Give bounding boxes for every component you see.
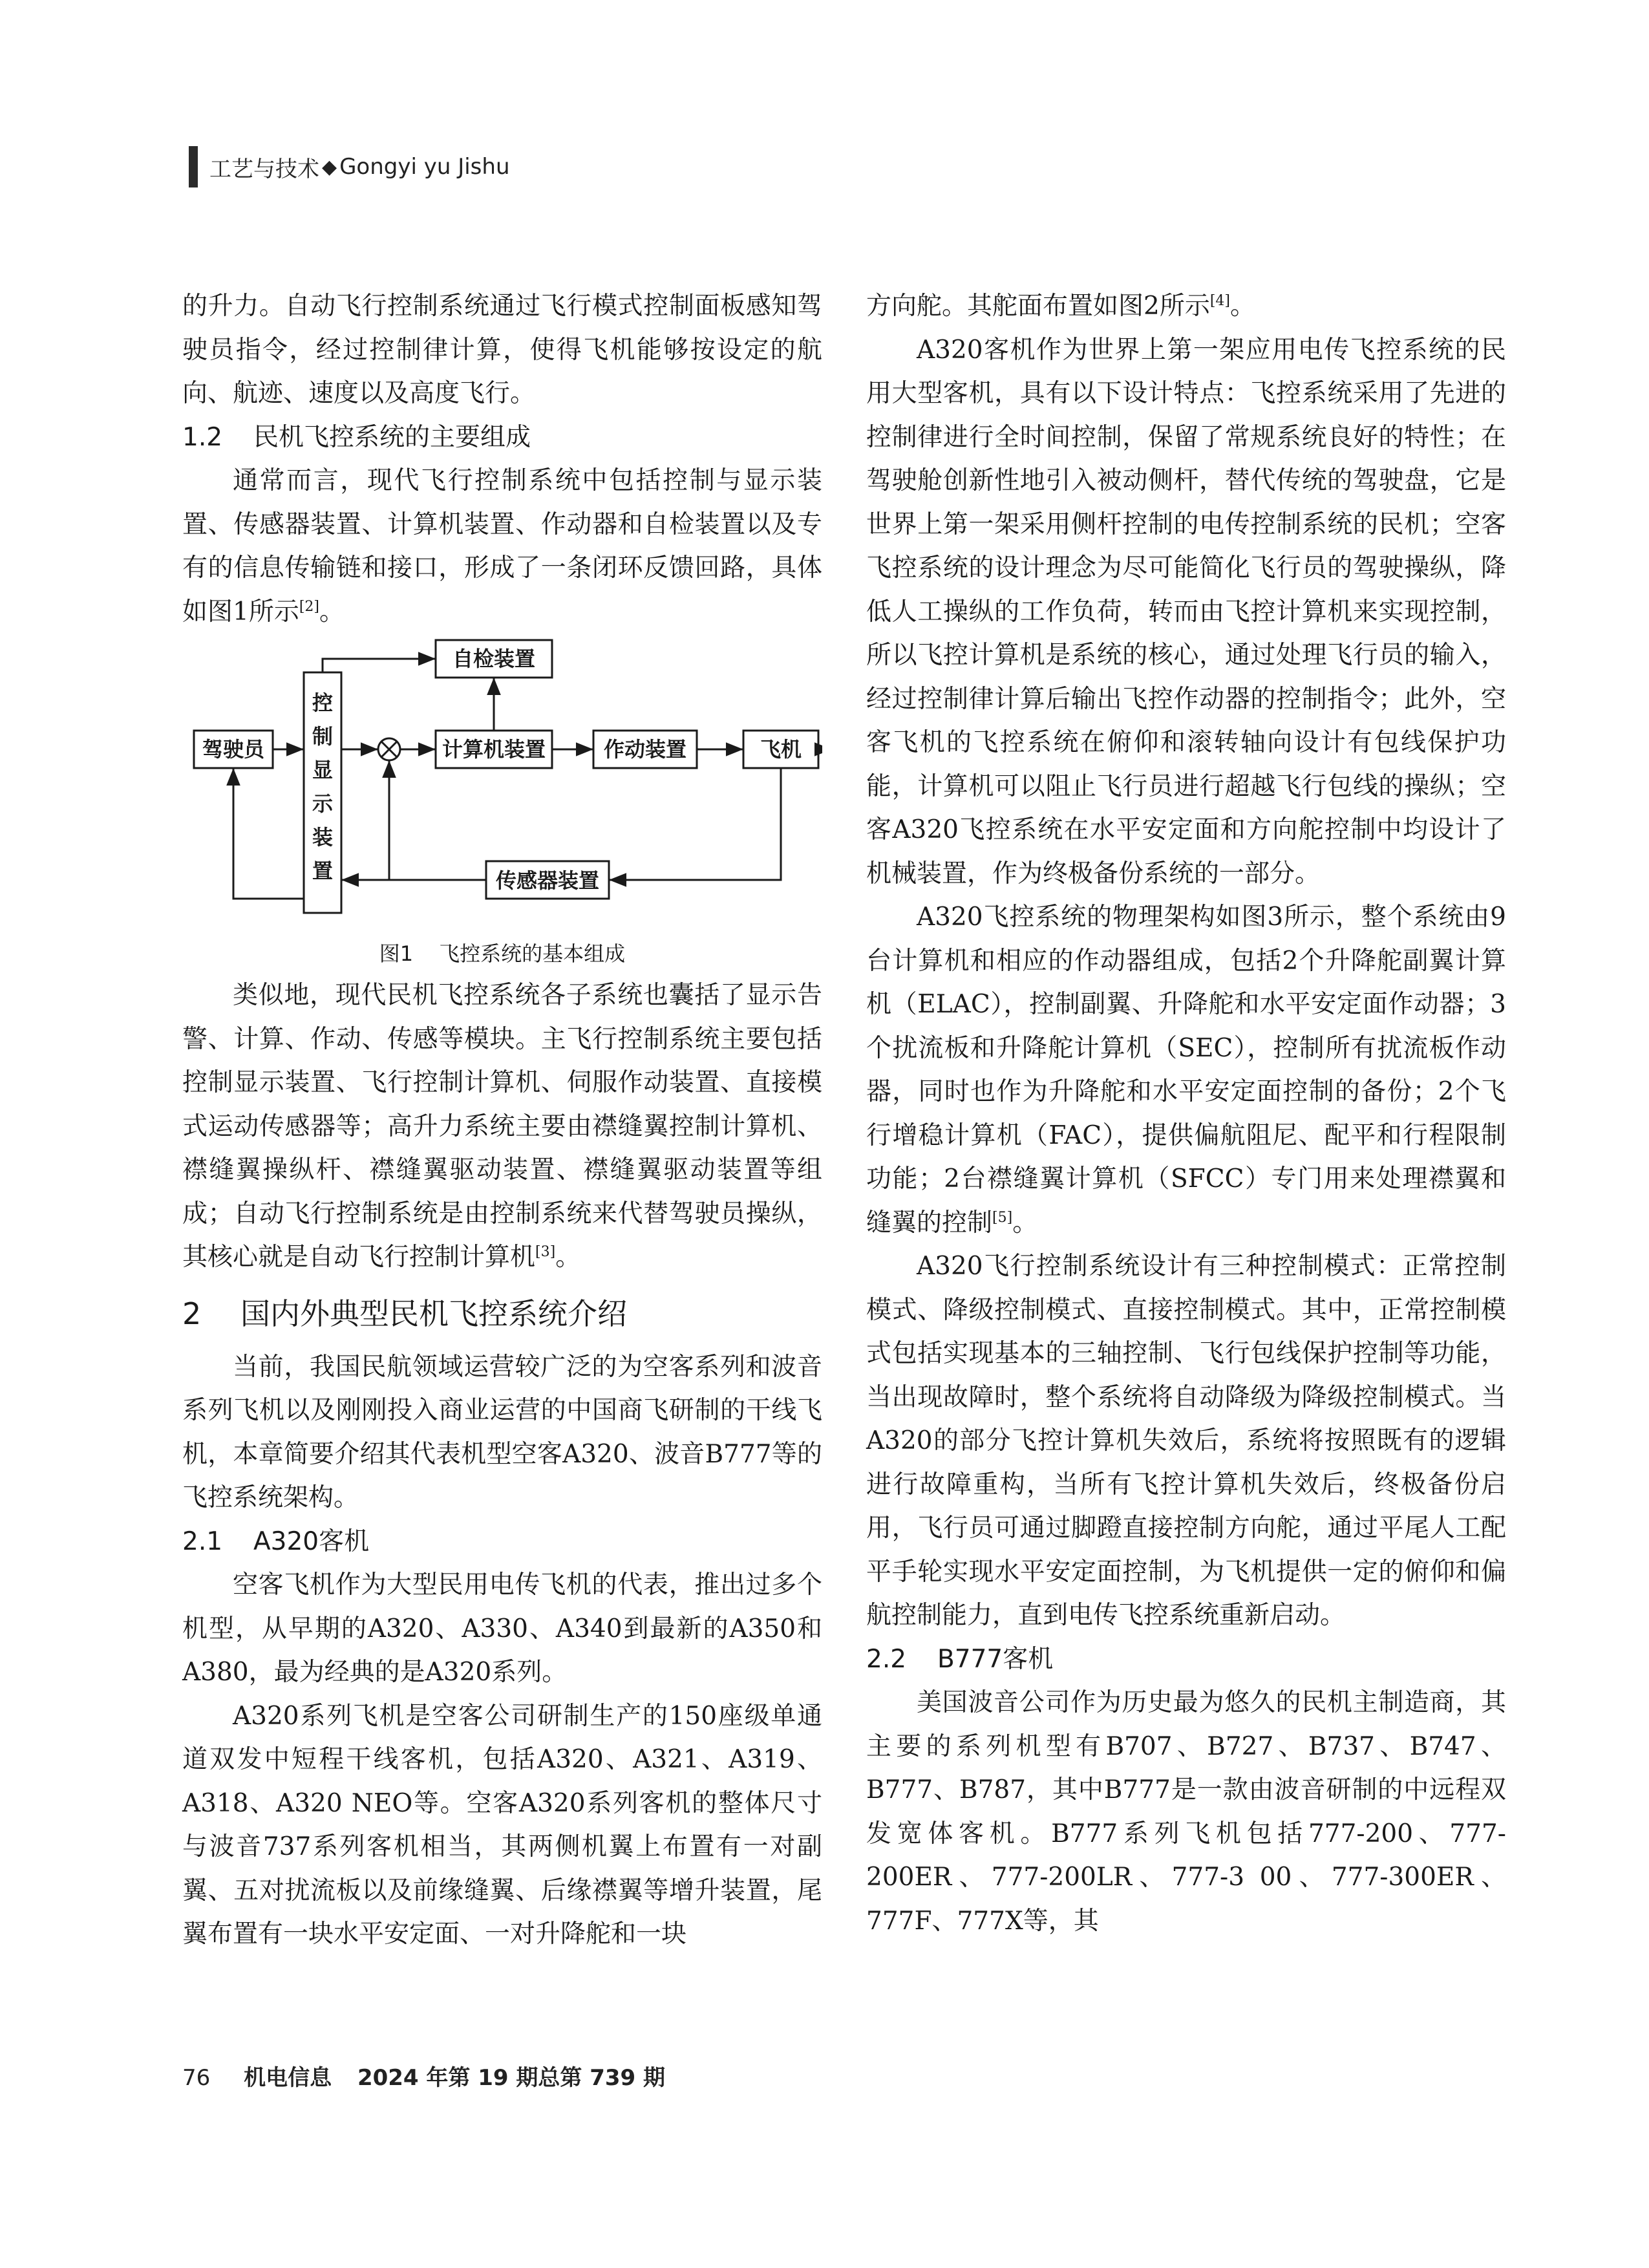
label-control-display	[312, 690, 334, 883]
paragraph: 通常而言，现代飞行控制系统中包括控制与显示装置、传感器装置、计算机装置、作动器和自检装置以及专有的信息传输链和接口，形成了一条闭环反馈回路，具体如图1所示[2]。	[182, 466, 822, 626]
figure-1-caption: 图1 飞控系统的基本组成	[379, 941, 626, 966]
label-actuator: 作动装置	[603, 737, 687, 762]
citation: [2]	[299, 598, 319, 615]
issue-info: 2024 年第 19 期总第 739 期	[357, 2065, 666, 2091]
citation: [4]	[1209, 293, 1230, 309]
label-control-display-char: 示	[312, 791, 334, 816]
figure-1	[182, 634, 822, 937]
paragraph: 美国波音公司作为历史最为悠久的民机主制造商，其主要的系列机型有B707、B727、B737、B747、B777、B787，其中B777是一款由波音研制的中远程双发宽体客机。B777系列飞机包括777-200、777-200ER、777-200LR、777-3 00、777-300ER、777F、777X等，其	[866, 1688, 1506, 1936]
label-control-display-char: 装	[312, 825, 334, 850]
paragraph: A320飞行控制系统设计有三种控制模式：正常控制模式、降级控制模式、直接控制模式。其中，正常控制模式包括实现基本的三轴控制、飞行包线保护控制等功能，当出现故障时，整个系统将自动降级为降级控制模式。当A320的部分飞控计算机失效后，系统将按照既有的逻辑进行故障重构，当所有飞控计算机失效后，终极备份启用，飞行员可通过脚蹬直接控制方向舵，通过平尾人工配平手轮实现水平安定面控制，为飞机提供一定的俯仰和偏航控制能力，直到电传飞控系统重新启动。	[866, 1252, 1506, 1630]
label-pilot: 驾驶员	[202, 737, 265, 762]
paragraph: A320飞控系统的物理架构如图3所示，整个系统由9台计算机和相应的作动器组成，包括2个升降舵副翼计算机（ELAC），控制副翼、升降舵和水平安定面作动器；3个扰流板和升降舵计算机（SEC），控制所有扰流板作动器，同时也作为升降舵和水平安定面控制的备份；2个飞行增稳计算机（FAC），提供偏航阻尼、配平和行程限制功能；2台襟缝翼计算机（SFCC）专门用来处理襟翼和缝翼的控制[5]。	[866, 903, 1506, 1237]
header-bar	[189, 146, 198, 187]
section-heading-1-2: 1.2 民机飞控系统的主要组成	[182, 422, 531, 452]
label-control-display-char: 控	[312, 690, 334, 715]
paragraph: 类似地，现代民机飞控系统各子系统也囊括了显示告警、计算、作动、传感等模块。主飞行控制系统主要包括控制显示装置、飞行控制计算机、伺服作动装置、直接模式运动传感器等；高升力系统主要由襟缝翼控制计算机、襟缝翼操纵杆、襟缝翼驱动装置、襟缝翼驱动装置等组成；自动飞行控制系统是由控制系统来代替驾驶员操纵，其核心就是自动飞行控制计算机[3]。	[182, 981, 822, 1272]
paragraph: 方向舵。其舵面布置如图2所示[4]。	[866, 292, 1256, 321]
citation: [3]	[535, 1244, 556, 1260]
label-sensor: 传感器装置	[495, 868, 600, 893]
paragraph: 空客飞机作为大型民用电传飞机的代表，推出过多个机型，从早期的A320、A330、A340到最新的A350和A380，最为经典的是A320系列。	[182, 1570, 822, 1687]
paragraph: A320客机作为世界上第一架应用电传飞控系统的民用大型客机，具有以下设计特点：飞控系统采用了先进的控制律进行全时间控制，保留了常规系统良好的特性；在驾驶舱创新性地引入被动侧杆，替代传统的驾驶盘，它是世界上第一架采用侧杆控制的电传控制系统的民机；空客飞控系统的设计理念为尽可能简化飞行员的驾驶操纵，降低人工操纵的工作负荷，转而由飞控计算机来实现控制，所以飞控计算机是系统的核心，通过处理飞行员的输入，经过控制律计算后输出飞控作动器的控制指令；此外，空客飞机的飞控系统在俯仰和滚转轴向设计有包线保护功能，计算机可以阻止飞行员进行超越飞行包线的操纵；空客A320飞控系统在水平安定面和方向舵控制中均设计了机械装置，作为终极备份系统的一部分。	[866, 335, 1506, 888]
label-control-display-char: 置	[312, 859, 334, 883]
paragraph: A320系列飞机是空客公司研制生产的150座级单通道双发中短程干线客机，包括A320、A321、A319、A318、A320 NEO等。空客A320系列客机的整体尺寸与波音737系列客机相当，其两侧机翼上布置有一对副翼、五对扰流板以及前缘缝翼、后缘襟翼等增升装置，尾翼布置有一块水平安定面、一对升降舵和一块	[182, 1701, 822, 1949]
block-diagram	[182, 634, 822, 937]
journal-name: 机电信息	[244, 2065, 332, 2091]
header-section: 工艺与技术	[209, 156, 319, 182]
page-number: 76	[182, 2065, 211, 2091]
section-heading-2-2: 2.2 B777客机	[866, 1644, 1054, 1674]
page-footer	[182, 2060, 683, 2091]
label-control-display-char: 显	[312, 758, 334, 782]
header-pinyin: Gongyi yu Jishu	[339, 154, 510, 180]
section-heading-2-1: 2.1 A320客机	[182, 1526, 370, 1556]
running-header	[189, 146, 510, 187]
header-diamond-icon: ◆	[322, 155, 337, 178]
label-aircraft: 飞机	[760, 737, 802, 762]
left-column	[182, 284, 822, 1956]
citation: [5]	[992, 1209, 1013, 1226]
right-column	[866, 284, 1506, 1943]
section-heading-2: 2 国内外典型民机飞控系统介绍	[182, 1296, 627, 1331]
paragraph: 的升力。自动飞行控制系统通过飞行模式控制面板感知驾驶员指令，经过控制律计算，使得飞机能够按设定的航向、航迹、速度以及高度飞行。	[182, 292, 822, 408]
label-computer: 计算机装置	[442, 737, 546, 762]
label-self-check: 自检装置	[452, 647, 536, 671]
paragraph: 当前，我国民航领域运营较广泛的为空客系列和波音系列飞机以及刚刚投入商业运营的中国商飞研制的干线飞机，本章简要介绍其代表机型空客A320、波音B777等的飞控系统架构。	[182, 1352, 822, 1512]
label-control-display-char: 制	[312, 724, 334, 749]
